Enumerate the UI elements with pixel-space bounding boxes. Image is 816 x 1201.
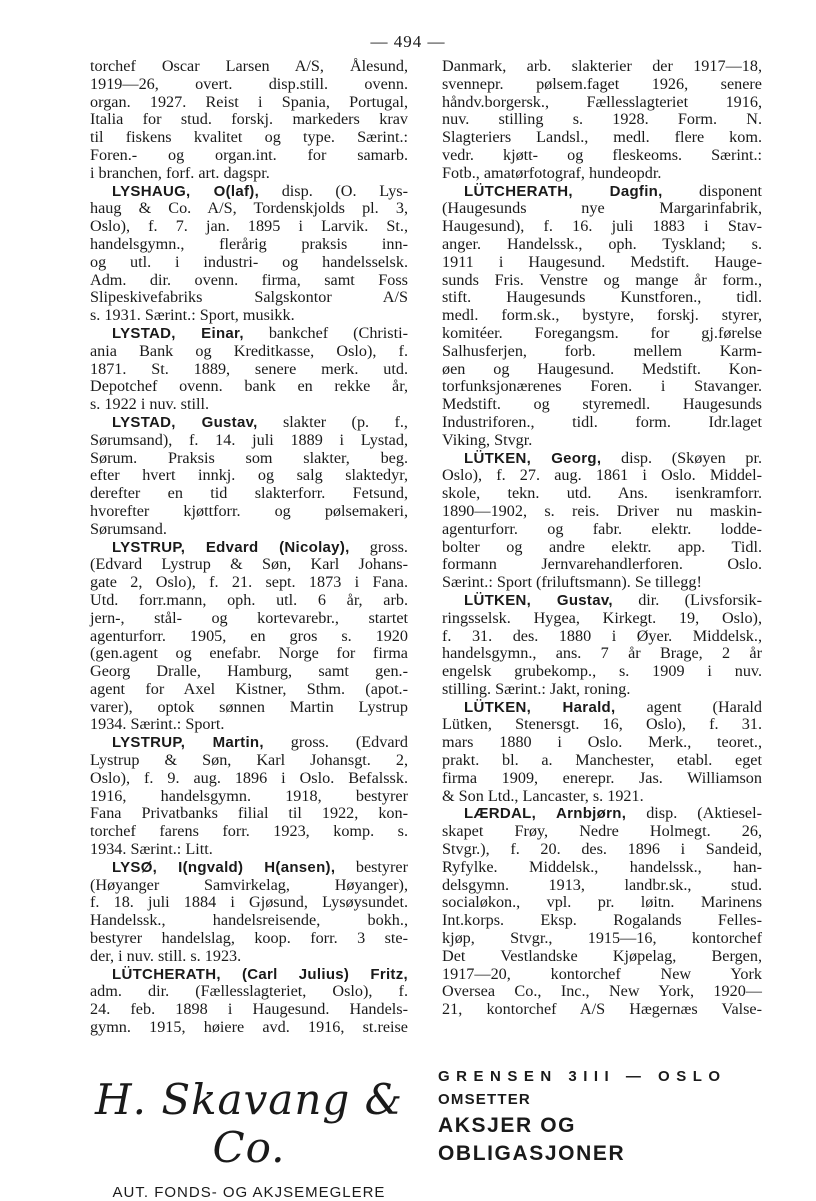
text-line (442, 432, 762, 450)
text-line (442, 966, 762, 984)
text-line (442, 289, 762, 307)
line-text: s. 1922 i nuv. still. (90, 395, 210, 414)
text-line (442, 503, 762, 521)
line-text: Utd. forr.mann, oph. utl. 6 år, arb. (90, 590, 408, 609)
text-line (442, 983, 762, 1001)
entry-name: LÜTCHERATH, Dagfin, (464, 182, 663, 200)
line-text: (Haugesunds nye Margarinfabrik, (442, 199, 762, 218)
line-text: (Høyanger Samvirkelag, Høyanger), (90, 875, 408, 894)
text-line (90, 1019, 408, 1037)
text-line (442, 681, 762, 699)
skavang-subtitle: AUT. FONDS- OG AKJSEMEGLERE (112, 1184, 386, 1201)
line-text: kjøp, Stvgr., 1915—16, kontorchef (442, 929, 762, 948)
line-text: engelsk grubekomp., s. 1909 i nuv. (442, 662, 762, 681)
text-line (90, 663, 408, 681)
text-line (442, 894, 762, 912)
line-text: Georg Dralle, Hamburg, samt gen.- (90, 662, 408, 681)
text-line (90, 823, 408, 841)
line-text: Slipeskivefabriks Salgskontor A/S (90, 288, 408, 307)
line-text: adm. dir. (Fællesslagteriet, Oslo), f. (90, 982, 408, 1001)
line-text: (gen.agent og enefabr. Norge for firma (90, 644, 408, 663)
text-line (442, 699, 762, 717)
line-text: organ. 1927. Reist i Spania, Portugal, (90, 92, 408, 111)
line-text: jern-, stål- og kortevarebr., startet (90, 608, 408, 627)
line-text: agent (Harald (615, 697, 762, 716)
text-line (90, 129, 408, 147)
text-line (90, 361, 408, 379)
grensen-aksjer: AKSJER OG OBLIGASJONER (438, 1114, 626, 1165)
text-line (442, 58, 762, 76)
text-line (90, 272, 408, 290)
line-text: 1934. Særint.: Litt. (90, 840, 213, 859)
line-text: 1917—20, kontorchef New York (442, 964, 762, 983)
line-text: delsgymn. 1913, landbr.sk., stud. (442, 875, 762, 894)
line-text: torchef farens forr. 1923, komp. s. (90, 822, 408, 841)
line-text: Lystrup & Søn, Karl Johansgt. 2, (90, 751, 408, 770)
line-text: nuv. stilling s. 1928. Form. N. (442, 110, 762, 129)
text-line (442, 236, 762, 254)
text-line (442, 378, 762, 396)
text-line (442, 716, 762, 734)
text-line (442, 752, 762, 770)
line-text: stift. Haugesunds Kunstforen., tidl. (442, 288, 762, 307)
text-line (442, 343, 762, 361)
line-text: 21, kontorchef A/S Hægernæs Valse- (442, 1000, 762, 1019)
skavang-logo: H. Skavang & Co. (94, 1075, 404, 1172)
advertisement-grensen (438, 1066, 768, 1168)
line-text: slakter (p. f., (257, 412, 408, 431)
text-line (90, 111, 408, 129)
text-line (90, 859, 408, 877)
text-line (442, 396, 762, 414)
text-line (442, 877, 762, 895)
line-text: handelsgymn., flerårig praksis inn- (90, 234, 408, 253)
line-text: Ryfylke. Middelsk., handelssk., han- (442, 857, 762, 876)
text-line (90, 556, 408, 574)
line-text: håndv.borgersk., Fællesslagteriet 1916, (442, 92, 762, 111)
line-text: agenturforr. 1905, en gros s. 1920 (90, 626, 408, 645)
entry-name: LYSTAD, Gustav, (112, 413, 258, 431)
line-text: skapet Frøy, Nedre Holmegt. 26, (442, 822, 762, 841)
text-line (442, 200, 762, 218)
line-text: prakt. bl. a. Manchester, etabl. eget (442, 751, 762, 770)
line-text: (Edvard Lystrup & Søn, Karl Johans- (90, 555, 408, 574)
line-text: hvorefter kjøttforr. og pølsemakeri, (90, 501, 408, 520)
line-text: Slagteriers Landsl., medl. flere kom. (442, 128, 762, 147)
line-text: anger. Handelssk., oph. Tyskland; s. (442, 234, 762, 253)
text-line (90, 628, 408, 646)
line-text: Det Vestlandske Kjøpelag, Bergen, (442, 946, 762, 965)
entry-name: LÆRDAL, Arnbjørn, (464, 805, 627, 823)
text-line (442, 1001, 762, 1019)
text-line (90, 236, 408, 254)
text-line (90, 200, 408, 218)
line-text: Haugesund), f. 16. juli 1883 i Stav- (442, 217, 762, 236)
text-line (442, 912, 762, 930)
line-text: komitéer. Foregangsm. for gj.førelse (442, 323, 762, 342)
line-text: gymn. 1915, høiere avd. 1916, st.reise (90, 1018, 408, 1037)
text-line (90, 610, 408, 628)
text-line (442, 307, 762, 325)
text-line (442, 325, 762, 343)
text-line (442, 165, 762, 183)
text-line (90, 450, 408, 468)
text-line (442, 859, 762, 877)
line-text: 24. feb. 1898 i Haugesund. Handels- (90, 1000, 408, 1019)
entry-name: LYSTRUP, Martin, (112, 734, 264, 752)
text-line (442, 272, 762, 290)
entry-name: LÜTCHERATH, (Carl Julius) Fritz, (112, 965, 408, 983)
text-line (442, 645, 762, 663)
text-line (442, 521, 762, 539)
text-line (442, 414, 762, 432)
text-line (90, 716, 408, 734)
entry-name: LÜTKEN, Gustav, (464, 591, 613, 609)
line-text: ringsselsk. Hygea, Kirkegt. 19, Oslo), (442, 608, 762, 627)
text-line (90, 343, 408, 361)
line-text: derefter en tid slakterforr. Fetsund, (90, 484, 408, 503)
line-text: handelsgymn., ans. 7 år Brage, 2 år (442, 644, 762, 663)
text-line (90, 325, 408, 343)
text-line (90, 539, 408, 557)
line-text: disp. (O. Lys- (259, 181, 408, 200)
text-line (90, 752, 408, 770)
text-line (90, 378, 408, 396)
line-text: disponent (662, 181, 762, 200)
line-text: ania Bank og Kreditkasse, Oslo), f. (90, 341, 408, 360)
text-line (90, 912, 408, 930)
line-text: 1934. Særint.: Sport. (90, 715, 225, 734)
line-text: svennepr. pølsem.faget 1926, senere (442, 74, 762, 93)
text-line (442, 592, 762, 610)
text-line (442, 841, 762, 859)
text-line (442, 147, 762, 165)
text-line (90, 734, 408, 752)
line-text: Sørum. Praksis som slakter, beg. (90, 448, 408, 467)
line-text: bankchef (Christi- (243, 323, 408, 342)
line-text: gross. (Edvard (263, 733, 409, 752)
text-line (90, 805, 408, 823)
text-line (442, 485, 762, 503)
line-text: der, i nuv. still. s. 1923. (90, 946, 242, 965)
line-text: i branchen, forf. art. dagspr. (90, 163, 270, 182)
text-line (442, 94, 762, 112)
line-text: varer), optok sønnen Martin Lystrup (90, 697, 408, 716)
line-text: dir. (Livsforsik- (612, 590, 762, 609)
text-line (90, 841, 408, 859)
text-line (90, 165, 408, 183)
text-line (90, 289, 408, 307)
text-line (90, 414, 408, 432)
text-line (442, 539, 762, 557)
entry-name: LYSTRUP, Edvard (Nicolay), (112, 538, 350, 556)
text-line (90, 503, 408, 521)
text-line (90, 681, 408, 699)
line-text: til fiskens kvalitet og type. Særint.: (90, 128, 408, 147)
text-line (90, 699, 408, 717)
text-line (90, 948, 408, 966)
text-line (90, 592, 408, 610)
text-line (442, 948, 762, 966)
text-line (442, 628, 762, 646)
entry-name: LYSTAD, Einar, (112, 324, 244, 342)
line-text: disp. (Skøyen pr. (601, 448, 763, 467)
text-line (90, 930, 408, 948)
line-text: 1890—1902, s. reis. Driver nu maskin- (442, 501, 762, 520)
text-line (90, 521, 408, 539)
line-text: formann Jernvarehandlerforen. Oslo. (442, 555, 762, 574)
text-line (90, 254, 408, 272)
text-line (442, 450, 762, 468)
text-line (90, 788, 408, 806)
text-line (90, 396, 408, 414)
text-line (90, 770, 408, 788)
line-text: Oslo), f. 7. jan. 1895 i Larvik. St., (90, 217, 408, 236)
text-line (90, 485, 408, 503)
entry-name: LYSHAUG, O(laf), (112, 182, 260, 200)
line-text: øen og Haugesund. Medstift. Kon- (442, 359, 762, 378)
line-text: Depotchef ovenn. bank en rekke år, (90, 377, 408, 396)
line-text: f. 18. juli 1884 i Gjøsund, Lysøysundet. (90, 893, 408, 912)
line-text: Int.korps. Eksp. Rogalands Felles- (442, 911, 762, 930)
entry-name: LYSØ, I(ngvald) H(ansen), (112, 858, 336, 876)
line-text: efter hvert innkj. og salg slaktedyr, (90, 466, 408, 485)
text-line (442, 254, 762, 272)
text-line (442, 76, 762, 94)
text-line (442, 930, 762, 948)
line-text: Oslo), f. 9. aug. 1896 i Oslo. Befalssk. (90, 768, 408, 787)
line-text: bolter og andre elektr. app. Tidl. (442, 537, 762, 556)
line-text: 1916, handelsgymn. 1918, bestyrer (90, 786, 408, 805)
text-line (90, 894, 408, 912)
line-text: Handelssk., handelsreisende, bokh., (90, 911, 408, 930)
line-text: Fana Privatbanks filial til 1922, kon- (90, 804, 408, 823)
line-text: Oslo), f. 27. aug. 1861 i Oslo. Middel- (442, 466, 762, 485)
line-text: medl. form.sk., bystyre, forskj. styrer, (442, 306, 762, 325)
line-text: agenturforr. og fabr. elektr. lodde- (442, 519, 762, 538)
line-text: f. 31. des. 1880 i Øyer. Middelsk., (442, 626, 762, 645)
line-text: gate 2, Oslo), f. 21. sept. 1873 i Fana. (90, 573, 408, 592)
line-text: Stvgr.), f. 20. des. 1896 i Sandeid, (442, 840, 762, 859)
line-text: bestyrer (335, 857, 408, 876)
line-text: Foren.- og organ.int. for samarb. (90, 145, 408, 164)
text-line (442, 823, 762, 841)
line-text: skole, tekn. utd. Ans. isenkramforr. (442, 484, 762, 503)
left-text-column (90, 58, 408, 1037)
text-line (442, 183, 762, 201)
line-text: Danmark, arb. slakterier der 1917—18, (442, 57, 762, 75)
line-text: bestyrer handelslag, koop. forr. 3 ste- (90, 929, 408, 948)
text-line (442, 218, 762, 236)
line-text: Adm. dir. ovenn. firma, samt Foss (90, 270, 408, 289)
text-line (442, 111, 762, 129)
line-text: og utl. i industri- og handelsselsk. (90, 252, 408, 271)
advertisement-skavang (84, 1076, 414, 1201)
line-text: & Son Ltd., Lancaster, s. 1921. (442, 786, 644, 805)
line-text: gross. (349, 537, 408, 556)
line-text: Oversea Co., Inc., New York, 1920— (442, 982, 762, 1001)
line-text: Salhusferjen, forb. mellem Karm- (442, 341, 762, 360)
text-line (442, 361, 762, 379)
text-line (90, 1001, 408, 1019)
line-text: Sørumsand. (90, 519, 167, 538)
line-text: stilling. Særint.: Jakt, roning. (442, 679, 631, 698)
text-line (442, 610, 762, 628)
text-line (90, 147, 408, 165)
grensen-address: GRENSEN 3III — OSLO (438, 1068, 727, 1085)
text-line (442, 663, 762, 681)
line-text: Lütken, Stenersgt. 16, Oslo), f. 31. (442, 715, 762, 734)
line-text: torchef Oscar Larsen A/S, Ålesund, (90, 57, 408, 75)
text-line (90, 94, 408, 112)
text-line (90, 218, 408, 236)
page-number: — 494 — (370, 32, 446, 51)
line-text: vedr. kjøtt- og fleskeoms. Særint.: (442, 145, 762, 164)
text-line (90, 307, 408, 325)
text-line (90, 58, 408, 76)
line-text: agent for Axel Kistner, Sthm. (apot.- (90, 679, 408, 698)
line-text: 1871. St. 1889, senere merk. utd. (90, 359, 408, 378)
right-text-column (442, 58, 762, 1019)
text-line (90, 877, 408, 895)
line-text: sunds Fris. Venstre og mange år form., (442, 270, 762, 289)
line-text: socialøkon., vpl. pr. løitn. Marinens (442, 893, 762, 912)
text-line (90, 76, 408, 94)
line-text: 1911 i Haugesund. Medstift. Hauge- (442, 252, 762, 271)
entry-name: LÜTKEN, Harald, (464, 698, 616, 716)
text-line (442, 467, 762, 485)
text-line (90, 983, 408, 1001)
line-text: haug & Co. A/S, Tordenskjolds pl. 3, (90, 199, 408, 218)
text-line (90, 183, 408, 201)
line-text: 1919—26, overt. disp.still. ovenn. (90, 74, 408, 93)
line-text: torfunksjonærenes Foren. i Stavanger. (442, 377, 762, 396)
text-line (442, 574, 762, 592)
text-line (90, 966, 408, 984)
line-text: Sørumsand), f. 14. juli 1889 i Lystad, (90, 430, 408, 449)
line-text: Fotb., amatørfotograf, hundeopdr. (442, 163, 662, 182)
text-line (442, 788, 762, 806)
text-line (90, 432, 408, 450)
text-line (90, 467, 408, 485)
line-text: Italia for stud. forskj. markeders krav (90, 110, 408, 129)
line-text: disp. (Aktiesel- (626, 804, 762, 823)
line-text: s. 1931. Særint.: Sport, musikk. (90, 306, 295, 325)
text-line (442, 129, 762, 147)
entry-name: LÜTKEN, Georg, (464, 449, 602, 467)
line-text: Særint.: Sport (friluftsmann). Se tillegg! (442, 573, 702, 592)
text-line (90, 574, 408, 592)
line-text: Viking, Stvgr. (442, 430, 533, 449)
text-line (442, 734, 762, 752)
grensen-omsetter: OMSETTER (438, 1091, 531, 1108)
line-text: Industriforen., tidl. form. Idr.laget (442, 412, 762, 431)
text-line (442, 556, 762, 574)
text-line (90, 645, 408, 663)
line-text: mars 1880 i Oslo. Merk., teoret., (442, 733, 762, 752)
line-text: Medstift. og styremedl. Haugesunds (442, 395, 762, 414)
text-line (442, 770, 762, 788)
text-line (442, 805, 762, 823)
line-text: firma 1909, enerepr. Jas. Williamson (442, 768, 762, 787)
